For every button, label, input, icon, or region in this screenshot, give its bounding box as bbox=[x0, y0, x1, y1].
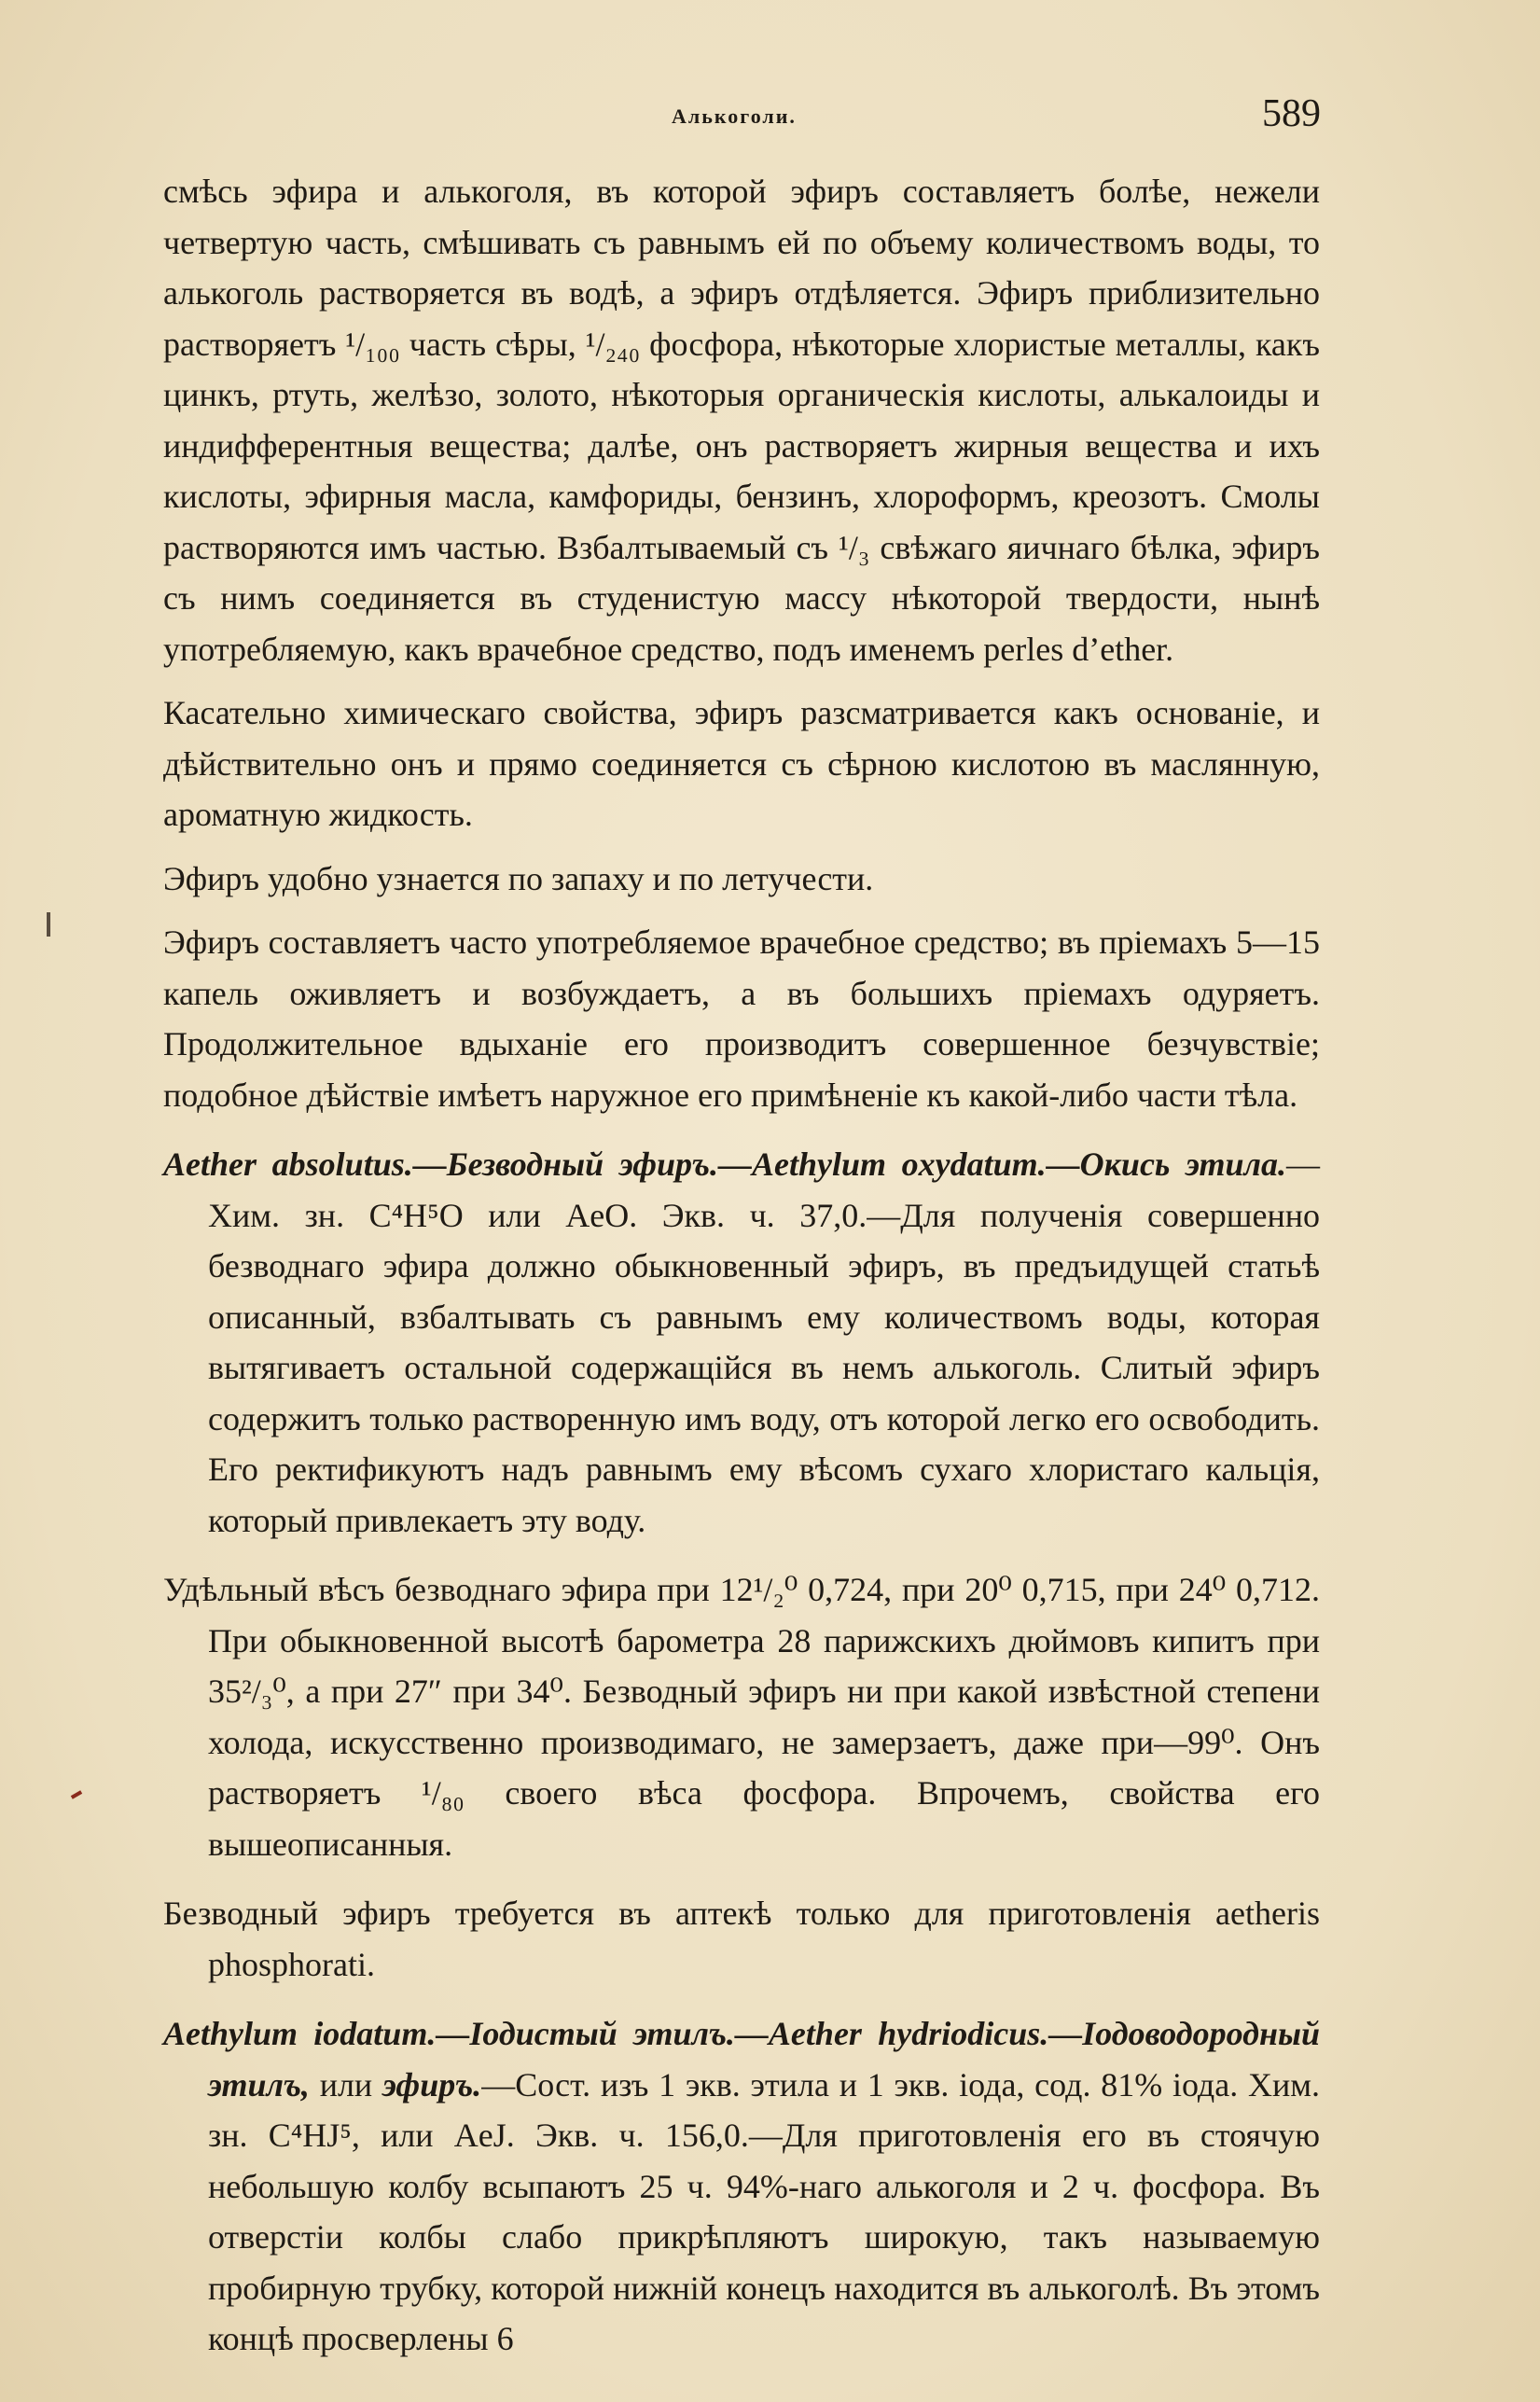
page-number: 589 bbox=[1262, 92, 1321, 135]
paragraph-pharmacy-use: Безводный эфиръ требуется въ аптекѣ только для приготовленія aetheris phosphorati. bbox=[163, 1895, 1320, 1983]
entry-aether-absolutus bbox=[163, 1139, 1320, 1546]
entry-heading: Aether absolutus.—Безводный эфиръ.—Aethylum oxydatum.—Окись этила. bbox=[163, 1145, 1286, 1183]
entry-heading-continued: эфиръ. bbox=[382, 2065, 482, 2103]
paragraph-specific-weight: Удѣльный вѣсъ безводнаго эфира при 12¹/₂⁰ 0,724, при 20⁰ 0,715, при 24⁰ 0,712. При обыкновенной высотѣ барометра 28 парижскихъ дюймовъ кипитъ при 35²/₃⁰, а при 27″ при 34⁰. Безводный эфиръ ни при какой извѣстной степени холода, искусственно производимаго, не замерзаетъ, даже при—99⁰. Онъ растворяетъ ¹/₈₀ своего вѣса фосфора. Впрочемъ, свойства его вышеописанныя. bbox=[163, 1571, 1320, 1863]
entry-aethylum-iodatum bbox=[163, 2008, 1320, 2365]
entry-heading: Aethylum iodatum.—Іодистый этилъ.—Aether hydriodicus.—Іодоводородный этилъ, bbox=[163, 2015, 1320, 2103]
paragraph-recognition: Эфиръ удобно узнается по запаху и по летучести. bbox=[163, 859, 874, 897]
paragraph-chemical-property: Касательно химическаго свойства, эфиръ разсматривается какъ основаніе, и дѣйствительно онъ и прямо соединяется съ сѣрною кислотою въ маслянную, ароматную жидкость. bbox=[163, 694, 1320, 833]
paragraph-medical-use: Эфиръ составляетъ часто употребляемое врачебное средство; въ пріемахъ 5—15 капель оживляетъ и возбуждаетъ, а въ большихъ пріемахъ одуряетъ. Продолжительное вдыханіе его производитъ совершенное безчувствіе; подобное дѣйствіе имѣетъ наружное его примѣненіе къ какой-либо части тѣла. bbox=[163, 923, 1320, 1114]
margin-mark-red bbox=[71, 1790, 82, 1798]
margin-mark bbox=[47, 912, 50, 937]
page-header bbox=[159, 91, 1321, 147]
body-text bbox=[163, 166, 1320, 2365]
paragraph-continuation: смѣсь эфира и алькоголя, въ которой эфиръ составляетъ болѣе, нежели четвертую часть, смѣшивать съ равнымъ ей по объему количествомъ воды, то алькоголь растворяется въ водѣ, а эфиръ отдѣляется. Эфиръ приблизительно растворяетъ ¹/₁₀₀ часть сѣры, ¹/₂₄₀ фосфора, нѣкоторые хлористые металлы, какъ цинкъ, ртуть, желѣзо, золото, нѣкоторыя органическія кислоты, алькалоиды и индифферентныя вещества; далѣе, онъ растворяетъ жирныя вещества и ихъ кислоты, эфирныя масла, камфориды, бензинъ, хлороформъ, креозотъ. Смолы растворяются имъ частью. Взбалтываемый съ ¹/₃ свѣжаго яичнаго бѣлка, эфиръ съ нимъ соединяется въ студенистую массу нѣкоторой твердости, нынѣ употребляемую, какъ врачебное средство, подъ именемъ perles d’ether. bbox=[163, 173, 1320, 668]
entry-connector: или bbox=[309, 2065, 382, 2103]
entry-body: —Хим. зн. C⁴H⁵O или AeO. Экв. ч. 37,0.—Для полученія совершенно безводнаго эфира должно обыкновенный эфиръ, въ предъидущей статьѣ описанный, взбалтывать съ равнымъ ему количествомъ воды, которая вытягиваетъ остальной содержащійся въ немъ алькоголь. Слитый эфиръ содержитъ только растворенную имъ воду, отъ которой легко его освободить. Его ректификуютъ надъ равнымъ ему вѣсомъ сухаго хлористаго кальція, который привлекаетъ эту воду. bbox=[208, 1145, 1320, 1539]
running-head: Алькоголи. bbox=[672, 104, 797, 128]
entry-body: —Сост. изъ 1 экв. этила и 1 экв. іода, сод. 81% іода. Хим. зн. C⁴HJ⁵, или AeJ. Экв. ч. 156,0.—Для приготовленія его въ стоячую небольшую колбу всыпаютъ 25 ч. 94%-наго алькоголя и 2 ч. фосфора. Въ отверстіи колбы слабо прикрѣпляютъ широкую, такъ называемую пробирную трубку, которой нижній конецъ находится въ алькоголѣ. Въ этомъ концѣ просверлены 6 bbox=[208, 2065, 1321, 2357]
